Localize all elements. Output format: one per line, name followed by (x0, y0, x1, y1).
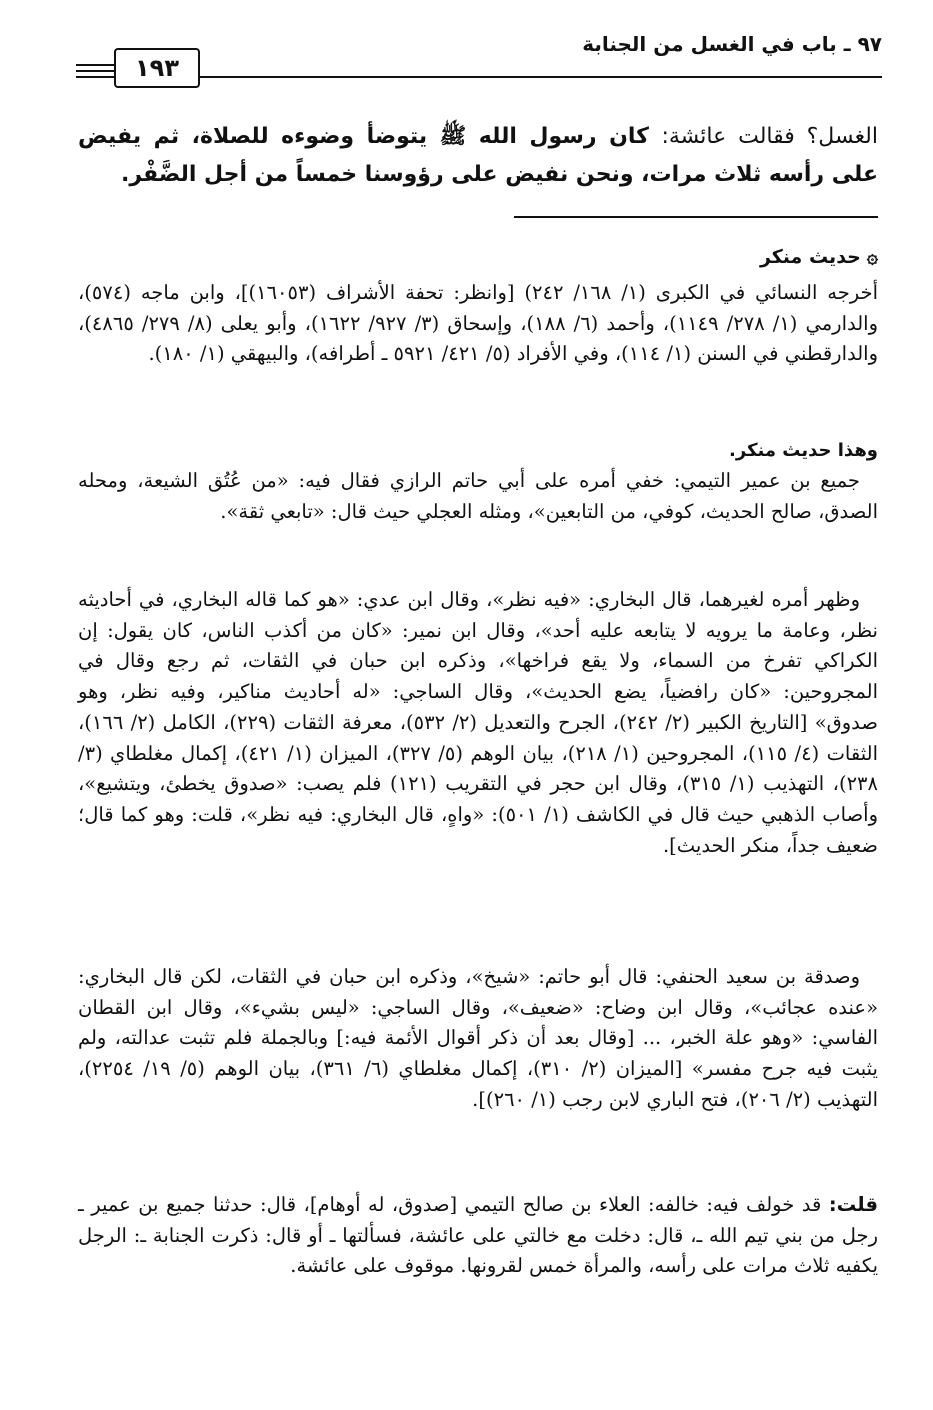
paragraph-jumay (78, 466, 878, 527)
paragraph-jumay-criticism (78, 585, 878, 861)
paragraph-ruling: وهذا حديث منكر. (729, 440, 878, 461)
ornament-lines-left (76, 64, 116, 82)
note-label: قلت: (828, 1193, 878, 1216)
page-header (76, 24, 882, 82)
section-heading (760, 246, 878, 268)
section-divider (514, 216, 878, 218)
paragraph-jumay-criticism-text: وظهر أمره لغيرهما، قال البخاري: «فيه نظر»، وقال ابن عدي: «هو كما قاله البخاري، في أحاديثه نظر، وعامة ما يرويه لا يتابعه عليه أحد»، وقال ابن نمير: «كان من أكذب الناس، كان يقول: إن الكراكي تفرخ من السماء، ولا يقع فراخها»، وذكره ابن حبان في الثقات، ثم رجع وقال في المجروحين: «كان رافضياً، يضع الحديث»، وقال الساجي: «له أحاديث مناكير، وفيه نظر، وهو صدوق» [التاريخ الكبير (٢/ ٢٤٢)، الجرح والتعديل (٢/ ٥٣٢)، معرفة الثقات (٢٢٩)، الكامل (٢/ ١٦٦)، الثقات (٤/ ١١٥)، المجروحين (١/ ٢١٨)، بيان الوهم (٥/ ٣٢٧)، الميزان (١/ ٤٢١)، إكمال مغلطاي (٣/ ٢٣٨)، التهذيب (١/ ٣١٥)، وقال ابن حجر في التقريب (١٢١) فلم يصب: «صدوق يخطئ، ويتشيع»، وأصاب الذهبي حيث قال في الكاشف (١/ ٥٠١): «واهٍ، قال البخاري: فيه نظر»، قلت: وهو كما قال؛ ضعيف جداً، منكر الحديث]. (78, 588, 878, 857)
page-number: ١٩٣ (114, 48, 200, 88)
paragraph-jumay-text: جميع بن عمير التيمي: خفي أمره على أبي حاتم الرازي فقال فيه: «من عُتُق الشيعة، ومحله الصدق، صالح الحديث، كوفي، من التابعين»، ومثله العجلي حيث قال: «تابعي ثقة». (78, 469, 878, 523)
paragraph-takhrij: أخرجه النسائي في الكبرى (١/ ١٦٨/ ٢٤٢) [وانظر: تحفة الأشراف (١٦٠٥٣)]، وابن ماجه (٥٧٤)، والدارمي (١/ ٢٧٨/ ١١٤٩)، وأحمد (٦/ ١٨٨)، وإسحاق (٣/ ٩٢٧/ ١٦٢٢)، وأبو يعلى (٨/ ٢٧٩/ ٤٨٦٥)، والدارقطني في السنن (١/ ١١٤)، وفي الأفراد (٥/ ٤٢١/ ٥٩٢١ ـ أطرافه)، والبيهقي (١/ ١٨٠). (78, 281, 879, 366)
paragraph-sadaqa-text: وصدقة بن سعيد الحنفي: قال أبو حاتم: «شيخ»، وذكره ابن حبان في الثقات، لكن قال البخاري: «عنده عجائب»، وقال ابن وضاح: «ضعيف»، وقال الساجي: «ليس بشيء»، وقال ابن القطان الفاسي: «وهو علة الخبر، ... [وقال بعد أن ذكر أقوال الأئمة فيه:] وبالجملة فلم تثبت عدالته، ولم يثبت فيه جرح مفسر» [الميزان (٢/ ٣١٠)، إكمال مغلطاي (٦/ ٣٦١)، بيان الوهم (٥/ ١٩/ ٢٢٥٤)، التهذيب (٢/ ٢٠٦)، فتح الباري لابن رجب (١/ ٢٦٠)]. (78, 965, 878, 1111)
paragraph-note (78, 1190, 878, 1282)
section-heading-text: حديث منكر (759, 246, 861, 268)
chapter-title: ٩٧ ـ باب في الغسل من الجنابة (582, 32, 882, 56)
note-text: قد خولف فيه: خالفه: العلاء بن صالح التيمي [صدوق، له أوهام]، قال: حدثنا جميع بن عمير ـ رجل من بني تيم الله ـ، قال: دخلت مع خالتي على عائشة، فسألتها ـ أو قال: ذكرت الجنابة ـ: الرجل يكفيه ثلاث مرات على رأسه، والمرأة خمس لقرونها. موقوف على عائشة. (78, 1193, 878, 1278)
section-mark-icon: ۞ (866, 246, 878, 268)
paragraph-sadaqa (78, 962, 878, 1116)
hadith-matn: كان رسول الله ﷺ يتوضأ وضوءه للصلاة، ثم يفيض على رأسه ثلاث مرات، ونحن نفيض على رؤوسنا خمساً من أجل الضَّفْر. (78, 124, 878, 187)
hadith-lead: الغسل؟ فقالت عائشة: (661, 124, 879, 149)
hadith-text (78, 118, 878, 194)
